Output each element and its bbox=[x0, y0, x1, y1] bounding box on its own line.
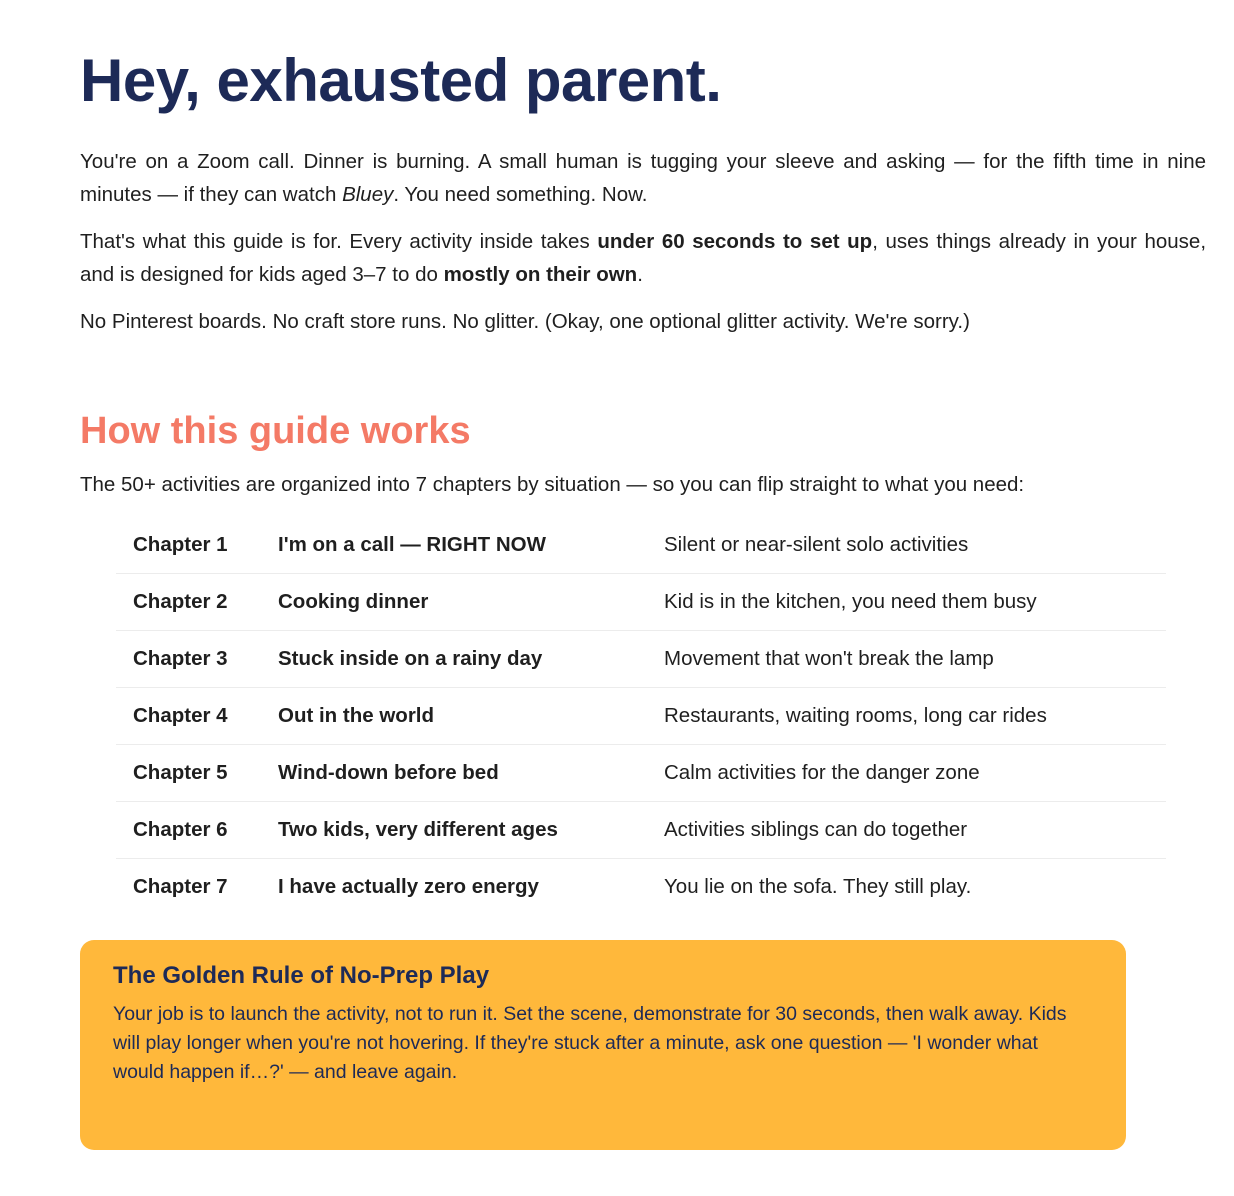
table-row bbox=[116, 859, 1166, 915]
table-row bbox=[116, 631, 1166, 688]
chapter-number: Chapter 7 bbox=[133, 875, 228, 898]
chapter-name: Two kids, very different ages bbox=[278, 818, 558, 841]
chapter-number: Chapter 2 bbox=[133, 590, 228, 613]
table-row bbox=[116, 688, 1166, 745]
chapter-description: You lie on the sofa. They still play. bbox=[664, 875, 972, 898]
section-heading: How this guide works bbox=[80, 410, 471, 452]
chapter-number: Chapter 6 bbox=[133, 818, 228, 841]
golden-rule-callout bbox=[80, 940, 1126, 1150]
chapter-description: Restaurants, waiting rooms, long car rides bbox=[664, 704, 1047, 727]
chapter-name: Out in the world bbox=[278, 704, 435, 727]
chapter-number: Chapter 1 bbox=[133, 533, 228, 556]
chapter-table bbox=[116, 517, 1166, 915]
intro-p2-bold-2: mostly on their own bbox=[443, 263, 638, 286]
table-row bbox=[116, 574, 1166, 631]
intro-p1-show-title: Bluey bbox=[342, 183, 394, 206]
chapter-name: I'm on a call — RIGHT NOW bbox=[278, 533, 546, 556]
intro-p1-text-b: . You need something. Now. bbox=[393, 183, 648, 206]
chapter-description: Calm activities for the danger zone bbox=[664, 761, 980, 784]
intro-p2-text-c: . bbox=[637, 263, 643, 286]
intro-paragraph-2 bbox=[80, 225, 1206, 291]
chapter-name: Stuck inside on a rainy day bbox=[278, 647, 543, 670]
chapter-description: Kid is in the kitchen, you need them busy bbox=[664, 590, 1037, 613]
table-row bbox=[116, 802, 1166, 859]
intro-section bbox=[80, 145, 1206, 352]
chapter-name: Wind-down before bed bbox=[278, 761, 499, 784]
table-row bbox=[116, 745, 1166, 802]
chapter-description: Movement that won't break the lamp bbox=[664, 647, 994, 670]
page-title: Hey, exhausted parent. bbox=[80, 47, 722, 114]
chapter-name: I have actually zero energy bbox=[278, 875, 539, 898]
chapter-number: Chapter 3 bbox=[133, 647, 228, 670]
section-intro: The 50+ activities are organized into 7 chapters by situation — so you can flip straight to what you need: bbox=[80, 473, 1025, 496]
chapter-number: Chapter 5 bbox=[133, 761, 228, 784]
callout-body: Your job is to launch the activity, not to run it. Set the scene, demonstrate for 30 seconds, then walk away. Kids will play longer when you're not hovering. If they're stuck after a minute, ask one question — 'I wonder what would happen if…?' — and leave again. bbox=[113, 1003, 1067, 1083]
chapter-description: Silent or near-silent solo activities bbox=[664, 533, 969, 556]
chapter-number: Chapter 4 bbox=[133, 704, 228, 727]
intro-p2-text-b: , uses things already in your house, and is designed for kids aged 3–7 to do bbox=[80, 230, 1207, 286]
intro-paragraph-3: No Pinterest boards. No craft store runs. No glitter. (Okay, one optional glitter activity. We're sorry.) bbox=[80, 310, 970, 333]
callout-heading: The Golden Rule of No-Prep Play bbox=[113, 962, 490, 989]
intro-paragraph-1 bbox=[80, 145, 1206, 211]
chapter-name: Cooking dinner bbox=[278, 590, 429, 613]
intro-p1-text-a: You're on a Zoom call. Dinner is burning. A small human is tugging your sleeve and asking — for the fifth time in nine minutes — if they can watch bbox=[80, 150, 1206, 206]
table-row bbox=[116, 517, 1166, 574]
intro-p2-bold-1: under 60 seconds to set up bbox=[597, 230, 873, 253]
chapter-description: Activities siblings can do together bbox=[664, 818, 968, 841]
intro-p2-text-a: That's what this guide is for. Every activity inside takes bbox=[80, 230, 598, 253]
